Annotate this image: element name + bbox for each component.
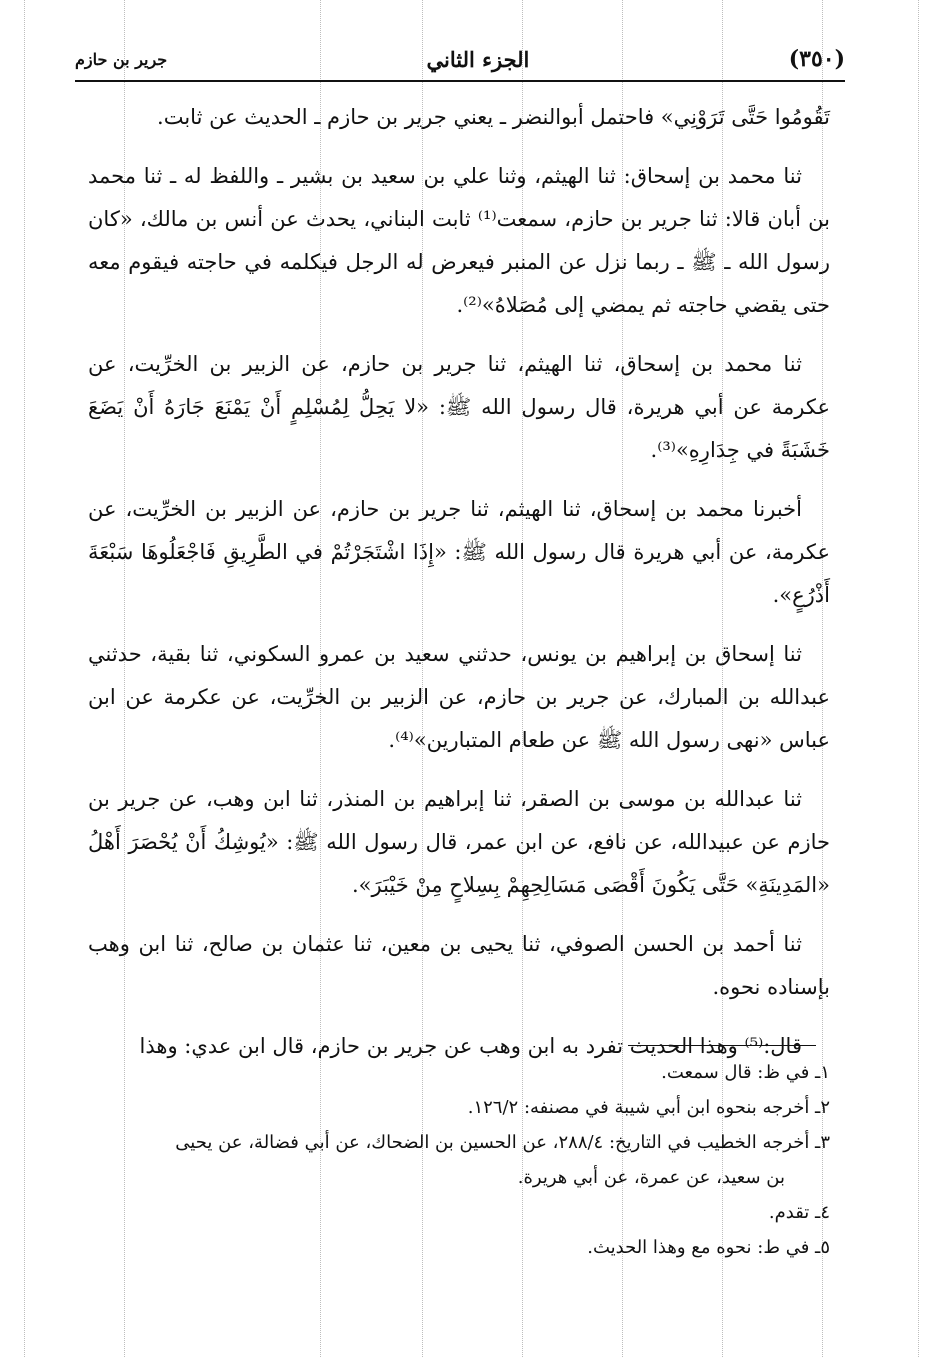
footnote-1: ١ـ في ظ: قال سمعت. — [661, 1062, 830, 1083]
paragraph: ثنا محمد بن إسحاق، ثنا الهيثم، ثنا جرير بن حازم، عن الزبير بن الخرِّيت، عن عكرمة عن أبي هريرة، قال رسول الله ﷺ: «لا يَحِلُّ لِمُسْلِمٍ أَنْ يَمْنَعَ جَارَهُ أَنْ يَضَعَ خَشَبَةً في جِدَارِهِ»⁽³⁾. — [88, 352, 830, 462]
running-header — [75, 38, 845, 80]
paragraph: أخبرنا محمد بن إسحاق، ثنا الهيثم، ثنا جرير بن حازم، عن الزبير بن الخرِّيت، عن عكرمة، عن أبي هريرة قال رسول الله ﷺ: «إِذَا اشْتَجَرْتُمْ في الطَّرِيقِ فَاجْعَلُوهَا سَبْعَةَ أَذْرُعٍ». — [88, 497, 830, 607]
footnote-separator — [628, 1045, 816, 1046]
footnotes — [88, 1055, 830, 1265]
paragraph: ثنا عبدالله بن موسى بن الصقر، ثنا إبراهيم بن المنذر، ثنا ابن وهب، عن جرير بن حازم عن عبيدالله، عن نافع، عن ابن عمر، قال رسول الله ﷺ: «يُوشِكُ أَنْ يُحْصَرَ أَهْلُ «المَدِينَةِ» حَتَّى يَكُونَ أَقْصَى مَسَالِحِهِمْ بِسِلاحٍ مِنْ خَيْبَرَ». — [88, 787, 830, 897]
page-number: (٣٥٠) — [788, 46, 845, 72]
footnote-3-continuation: بن سعيد، عن عمرة، عن أبي هريرة. — [517, 1167, 785, 1188]
paragraph: ثنا محمد بن إسحاق: ثنا الهيثم، وثنا علي بن سعيد بن بشير ـ واللفظ له ـ ثنا محمد بن أبان قالا: ثنا جرير بن حازم، سمعت⁽¹⁾ ثابت البناني، يحدث عن أنس بن مالك، «كان رسول الله ـ ﷺ ـ ربما نزل عن المنبر فيعرض له الرجل فيكلمه في حاجته فيقوم معه حتى يقضي حاجته ثم يمضي إلى مُصَلاهُ»⁽²⁾. — [88, 164, 830, 317]
main-text — [88, 96, 830, 1084]
header-rule — [75, 80, 845, 82]
scan-guide-line — [24, 0, 25, 1357]
part-title: الجزء الثاني — [426, 46, 530, 72]
footnote-2: ٢ـ أخرجه بنحوه ابن أبي شيبة في مصنفه: ١٢٦/٢. — [467, 1097, 830, 1118]
footnote-3: ٣ـ أخرجه الخطيب في التاريخ: ٢٨٨/٤، عن الحسين بن الضحاك، عن أبي فضالة، عن يحيى — [175, 1132, 830, 1153]
paragraph: تَقُومُوا حَتَّى تَرَوْنِي» فاحتمل أبوالنضر ـ يعني جرير بن حازم ـ الحديث عن ثابت. — [157, 105, 830, 129]
footnote-5: ٥ـ في ط: نحوه مع وهذا الحديث. — [587, 1237, 830, 1258]
scan-guide-line — [918, 0, 919, 1357]
paragraph: قال:⁽⁵⁾ وهذا الحديث تفرد به ابن وهب عن جرير بن حازم، قال ابن عدي: وهذا — [139, 1034, 802, 1058]
paragraph: ثنا أحمد بن الحسن الصوفي، ثنا يحيى بن معين، ثنا عثمان بن صالح، ثنا ابن وهب بإسناده نحوه. — [88, 932, 830, 999]
footnote-4: ٤ـ تقدم. — [768, 1202, 830, 1223]
paragraph: ثنا إسحاق بن إبراهيم بن يونس، حدثني سعيد بن عمرو السكوني، ثنا بقية، حدثني عبدالله بن المبارك، عن جرير بن حازم، عن الزبير بن الخرِّيت، عن عكرمة عن ابن عباس «نهى رسول الله ﷺ عن طعام المتبارين»⁽⁴⁾. — [88, 642, 830, 752]
running-author-title: جرير بن حازم — [75, 49, 168, 69]
